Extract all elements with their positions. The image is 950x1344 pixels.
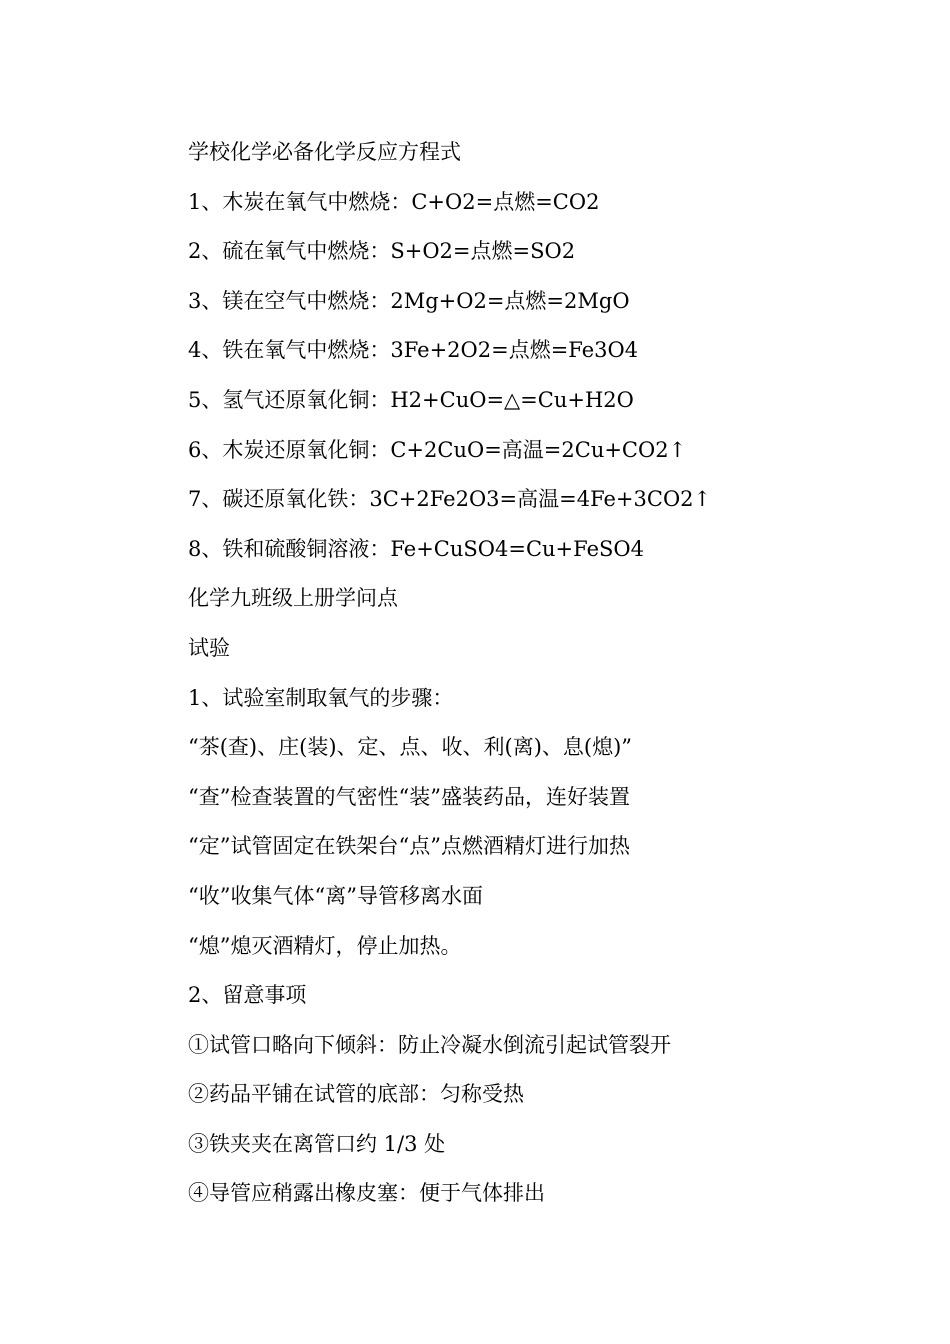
document-body [188, 132, 888, 1223]
step-detail-line: “熄”熄灭酒精灯，停止加热。 [188, 933, 462, 958]
equation-line: 1、木炭在氧气中燃烧：C+O2=点燃=CO2 [188, 189, 600, 214]
equation-line: 4、铁在氧气中燃烧：3Fe+2O2=点燃=Fe3O4 [188, 338, 639, 363]
equation-line: 6、木炭还原氧化铜：C+2CuO=高温=2Cu+CO2↑ [188, 437, 687, 462]
note-line: ④导管应稍露出橡皮塞：便于气体排出 [188, 1181, 545, 1206]
mnemonic-line: “茶(查)、庄(装)、定、点、收、利(离)、息(熄)” [188, 735, 633, 760]
steps-heading: 1、试验室制取氧气的步骤： [188, 685, 454, 710]
equation-line: 8、铁和硫酸铜溶液：Fe+CuSO4=Cu+FeSO4 [188, 536, 644, 561]
note-line: ①试管口略向下倾斜：防止冷凝水倒流引起试管裂开 [188, 1032, 671, 1057]
equation-line: 3、镁在空气中燃烧：2Mg+O2=点燃=2MgO [188, 288, 630, 313]
step-detail-line: “收”收集气体“离”导管移离水面 [188, 883, 483, 908]
notes-heading: 2、留意事项 [188, 983, 307, 1008]
note-line: ②药品平铺在试管的底部：匀称受热 [188, 1082, 524, 1107]
document-title: 学校化学必备化学反应方程式 [188, 140, 461, 164]
note-line: ③铁夹夹在离管口约 1/3 处 [188, 1131, 446, 1156]
subsection-title: 试验 [188, 635, 230, 660]
equation-line: 7、碳还原氧化铁：3C+2Fe2O3=高温=4Fe+3CO2↑ [188, 487, 712, 512]
step-detail-line: “查”检查装置的气密性“装”盛装药品，连好装置 [188, 784, 630, 809]
section-title: 化学九班级上册学问点 [188, 586, 398, 611]
equation-line: 2、硫在氧气中燃烧：S+O2=点燃=SO2 [188, 239, 576, 264]
equation-line: 5、氢气还原氧化铜：H2+CuO=△=Cu+H2O [188, 387, 634, 412]
step-detail-line: “定”试管固定在铁架台“点”点燃酒精灯进行加热 [188, 834, 630, 859]
